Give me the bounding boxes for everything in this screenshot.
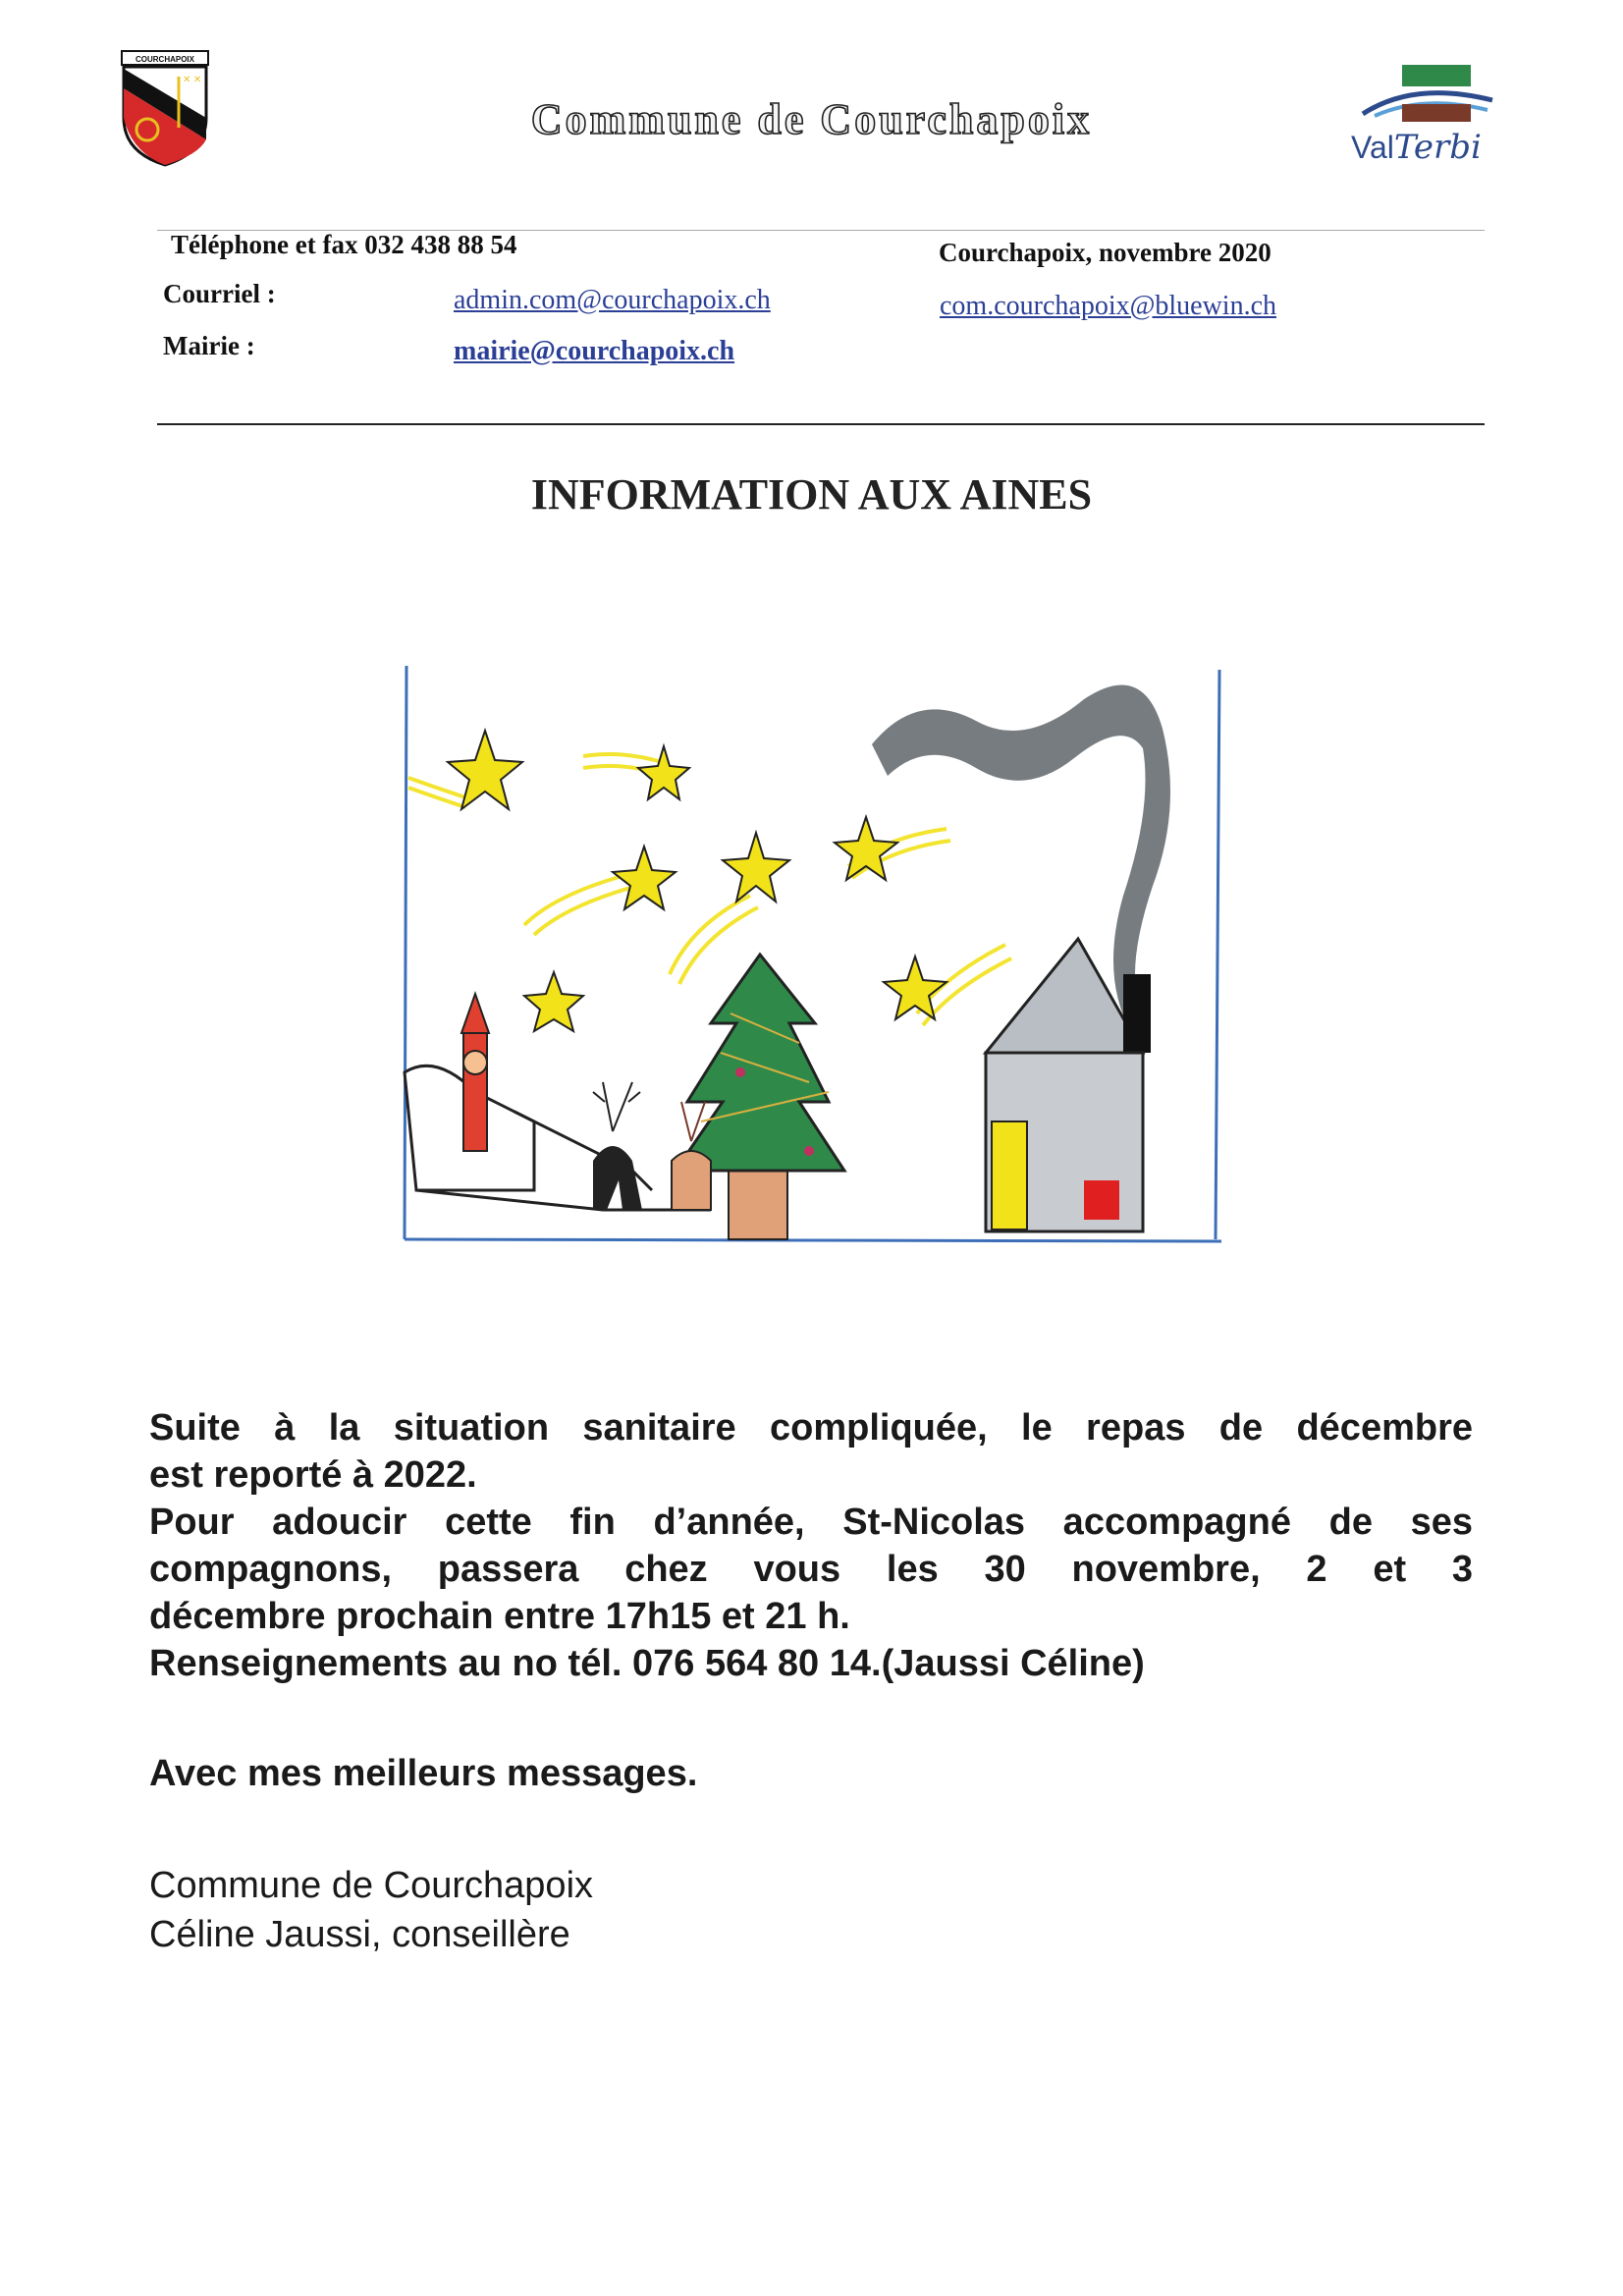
letter-date: Courchapoix, novembre 2020 bbox=[939, 238, 1271, 267]
page-heading: INFORMATION AUX AINES bbox=[530, 470, 1093, 519]
header-bottom-rule bbox=[157, 423, 1485, 425]
mairie-email-link[interactable]: mairie@courchapoix.ch bbox=[454, 336, 735, 366]
bluewin-email-link[interactable]: com.courchapoix@bluewin.ch bbox=[940, 291, 1277, 321]
announcement-paragraph bbox=[149, 1404, 1473, 1687]
signature-organization: Commune de Courchapoix bbox=[149, 1865, 594, 1906]
announcement-line: Suite à la situation sanitaire compliquée, le repas de décembre bbox=[149, 1407, 1473, 1449]
val-terbi-prefix: Val bbox=[1351, 130, 1394, 165]
val-terbi-script: Terbi bbox=[1393, 128, 1482, 167]
courriel-label: Courriel : bbox=[163, 279, 276, 308]
commune-title: Commune de Courchapoix bbox=[530, 95, 1093, 143]
announcement-line: décembre prochain entre 17h15 et 21 h. bbox=[149, 1596, 850, 1637]
signature-name: Céline Jaussi, conseillère bbox=[149, 1914, 570, 1955]
announcement-line: Renseignements au no tél. 076 564 80 14.(Jaussi Céline) bbox=[149, 1643, 1145, 1684]
courriel-email-link[interactable]: admin.com@courchapoix.ch bbox=[454, 285, 771, 315]
crest-label: COURCHAPOIX bbox=[135, 55, 195, 64]
val-terbi-text bbox=[1351, 128, 1482, 167]
christmas-drawing bbox=[397, 660, 1226, 1254]
announcement-line: est reporté à 2022. bbox=[149, 1454, 477, 1496]
announcement-line: compagnons, passera chez vous les 30 novembre, 2 et 3 bbox=[149, 1549, 1473, 1590]
svg-text:✕ ✕: ✕ ✕ bbox=[183, 75, 202, 85]
closing-line: Avec mes meilleurs messages. bbox=[149, 1753, 698, 1794]
announcement-line: Pour adoucir cette fin d’année, St-Nicolas accompagné de ses bbox=[149, 1502, 1473, 1543]
phone-fax: Téléphone et fax 032 438 88 54 bbox=[171, 230, 517, 259]
mairie-label: Mairie : bbox=[163, 331, 255, 360]
